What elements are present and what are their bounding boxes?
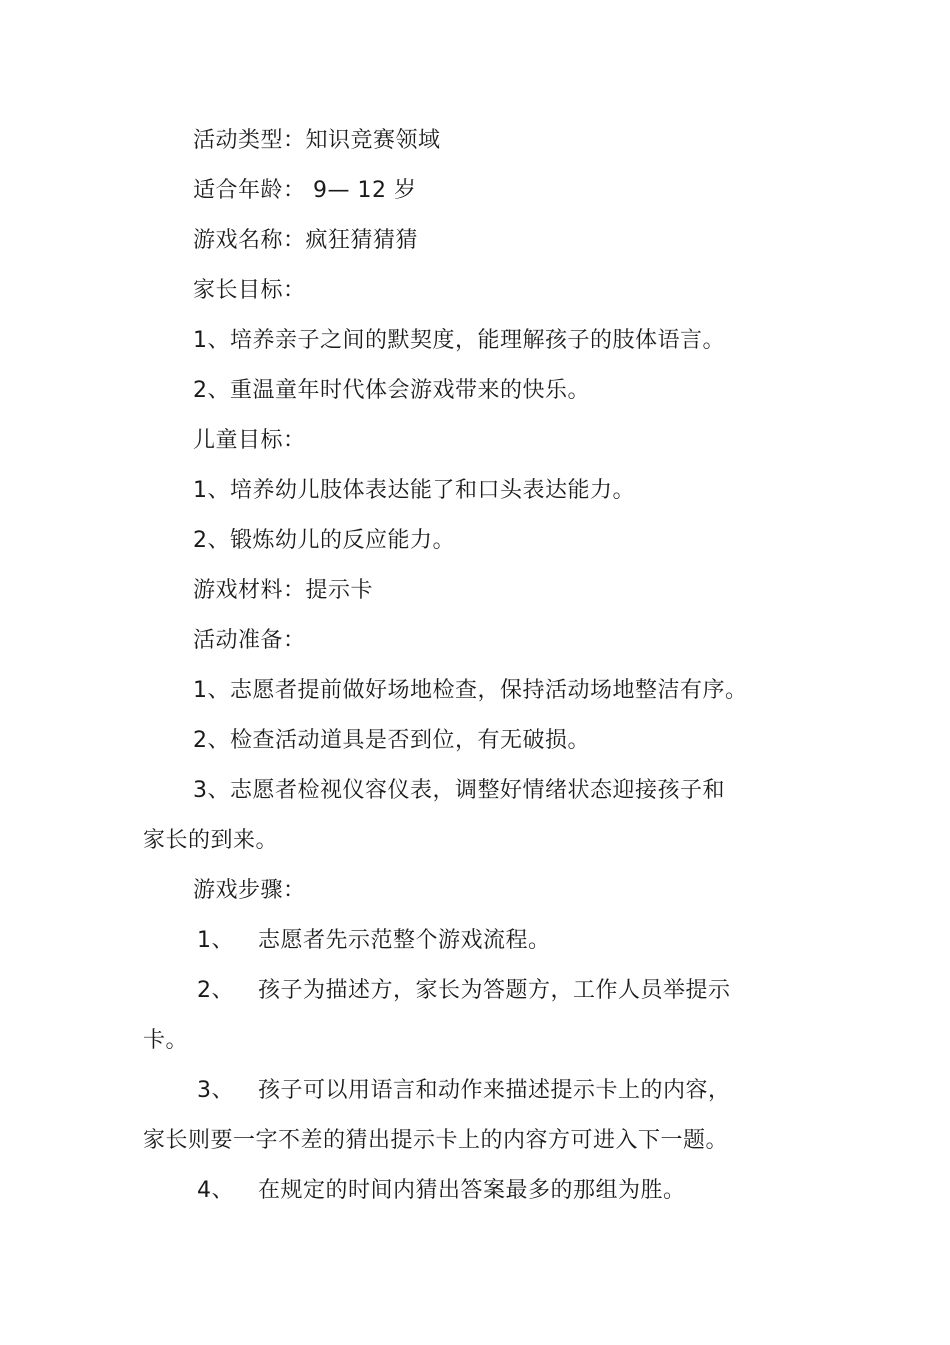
- age-line: 适合年龄： 9— 12 岁: [193, 178, 417, 203]
- prep-item: 3、志愿者检视仪容仪表，调整好情绪状态迎接孩子和: [193, 778, 725, 803]
- step-text: 在规定的时间内猜出答案最多的那组为胜。: [258, 1178, 686, 1203]
- materials-line: 游戏材料：提示卡: [193, 578, 374, 603]
- parent-goal-item: 1、培养亲子之间的默契度，能理解孩子的肢体语言。: [193, 328, 725, 353]
- activity-type-line: 活动类型：知识竞赛领域: [193, 128, 441, 153]
- child-goal-heading: 儿童目标：: [193, 428, 306, 453]
- prep-item: 2、检查活动道具是否到位，有无破损。: [193, 728, 590, 753]
- step-number: 2、: [197, 978, 234, 1003]
- prep-item-continuation: 家长的到来。: [143, 828, 279, 853]
- step-number: 3、: [197, 1078, 234, 1103]
- steps-heading: 游戏步骤：: [193, 878, 306, 903]
- step-number: 4、: [197, 1178, 234, 1203]
- step-item: [197, 1176, 686, 1206]
- parent-goal-heading: 家长目标：: [193, 278, 306, 303]
- step-text: 孩子可以用语言和动作来描述提示卡上的内容，: [258, 1078, 731, 1103]
- step-continuation: 家长则要一字不差的猜出提示卡上的内容方可进入下一题。: [143, 1128, 729, 1153]
- step-item: [197, 976, 731, 1006]
- step-item: [197, 1076, 731, 1106]
- child-goal-item: 1、培养幼儿肢体表达能了和口头表达能力。: [193, 478, 635, 503]
- parent-goal-item: 2、重温童年时代体会游戏带来的快乐。: [193, 378, 590, 403]
- game-name-line: 游戏名称：疯狂猜猜猜: [193, 228, 419, 253]
- prep-heading: 活动准备：: [193, 628, 306, 653]
- step-number: 1、: [197, 928, 234, 953]
- child-goal-item: 2、锻炼幼儿的反应能力。: [193, 528, 455, 553]
- step-item: [197, 926, 551, 956]
- step-continuation: 卡。: [143, 1028, 189, 1053]
- prep-item: 1、志愿者提前做好场地检查，保持活动场地整洁有序。: [193, 678, 748, 703]
- step-text: 孩子为描述方，家长为答题方，工作人员举提示: [258, 978, 731, 1003]
- step-text: 志愿者先示范整个游戏流程。: [258, 928, 551, 953]
